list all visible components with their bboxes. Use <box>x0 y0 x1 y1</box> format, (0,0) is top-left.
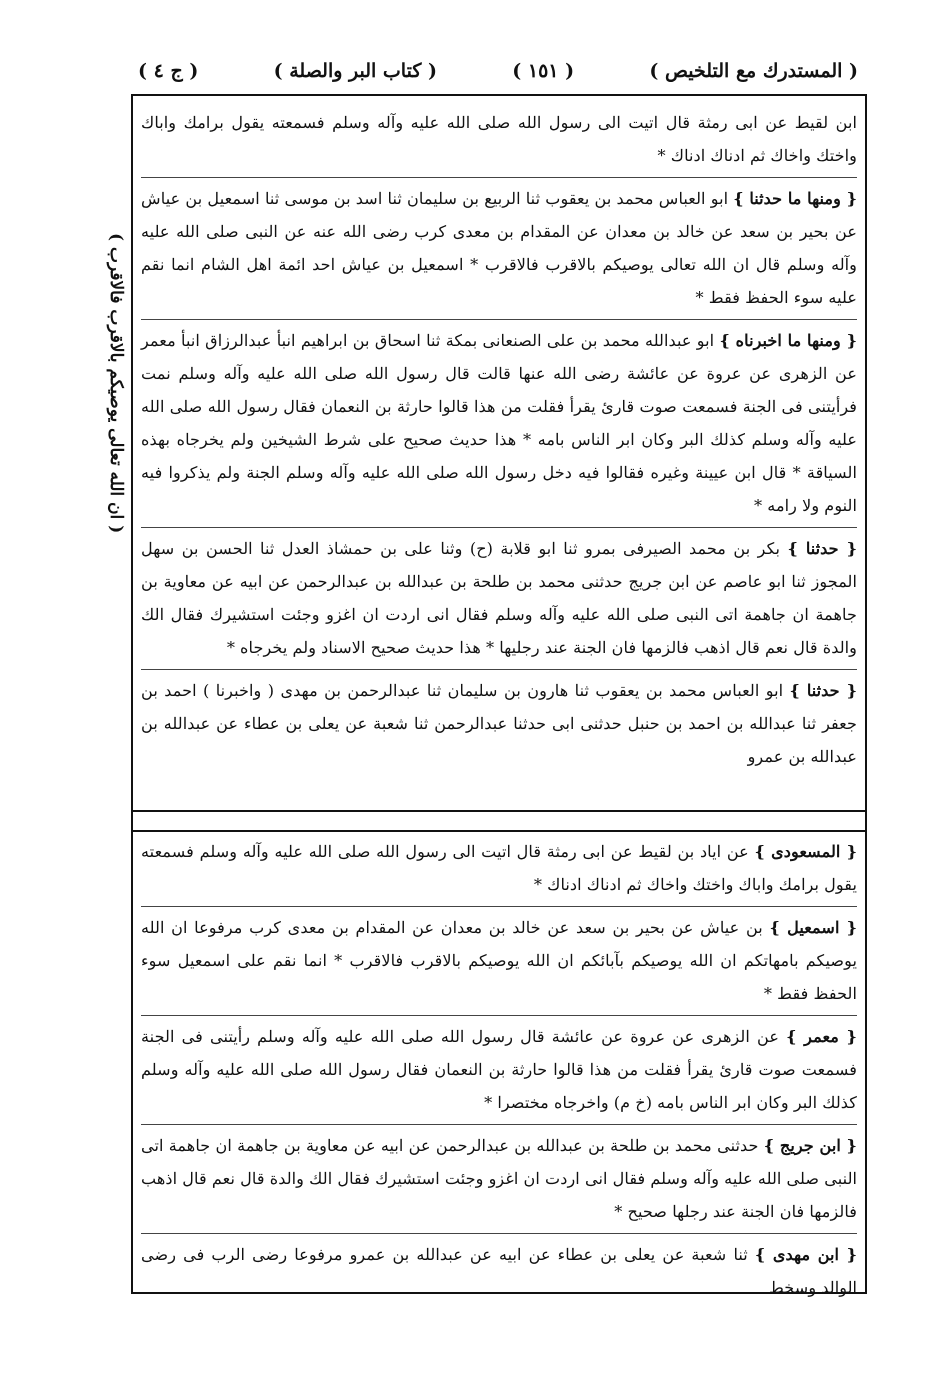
paragraph-lead: { ومنها ما اخبرناه } <box>719 331 857 350</box>
paragraph-body: حدثنى محمد بن طلحة بن عبدالله بن عبدالرحمن عن ابيه عن معاوية بن جاهمة ان جاهمة اتى النبى صلى الله عليه وآله وسلم فقال انى اردت ان اغزو وجئت استشيرك فقال الك والدة قال نعم قال اذهب فالزمها فان الجنة عند رجلها صحيح * <box>141 1136 857 1221</box>
main-paragraph-3 <box>141 320 857 528</box>
paragraph-lead: { ومنها ما حدثنا } <box>733 189 857 208</box>
paragraph-body: ابو عبدالله محمد بن على الصنعانى بمكة ثنا اسحاق بن ابراهيم انبأ عبدالرزاق انبأ معمر عن الزهرى عن عروة عن عائشة رضى الله عنها قالت قال رسول الله صلى الله عليه وآله وسلم نمت فرأيتنى فى الجنة فسمعت صوت قارئ يقرأ فقلت من هذا قالوا حارثة بن النعمان فقال رسول الله صلى الله عليه وآله وسلم كذلك البر وكان ابر الناس بامه * هذا حديث صحيح على شرط الشيخين ولم يخرجاه بهذه السياقة * قال ابن عيينة وغيره فقالوا فيه دخل رسول الله صلى الله عليه وآله وسلم الجنة ولم يذكروا فيه النوم ولا رامه * <box>141 331 857 515</box>
paragraph-lead: { حدثنا } <box>789 681 857 700</box>
paragraph-lead: { المسعودى } <box>754 842 857 861</box>
talkhis-notes <box>141 831 857 1309</box>
chapter-title: ( كتاب البر والصلة ) <box>273 60 437 82</box>
paragraph-body: بن عياش عن بحير بن سعد عن خالد بن معدان عن المقدام بن معدى كرب مرفوعا ان الله يوصيكم بامهاتكم ان الله يوصيكم بآبائكم ان الله يوصيكم بالاقرب فالاقرب * انما نقم على اسمعيل سوء الحفظ فقط * <box>141 918 857 1003</box>
note-paragraph-1 <box>141 831 857 907</box>
note-paragraph-4 <box>141 1125 857 1234</box>
main-paragraph-4 <box>141 528 857 670</box>
main-paragraph-2 <box>141 178 857 320</box>
paragraph-body: ثنا شعبة عن يعلى بن عطاء عن ابيه عن عبدالله بن عمرو مرفوعا رضى الرب فى رضى الوالد وسخط <box>141 1245 857 1297</box>
paragraph-body: ابو العباس محمد بن يعقوب ثنا الربيع بن سليمان ثنا اسد بن موسى ثنا اسمعيل بن عياش عن بحير بن سعد عن خالد بن معدان عن المقدام بن معدى كرب رضى الله عنه عن النبى صلى الله عليه وآله وسلم قال ان الله تعالى يوصيكم بالاقرب فالاقرب * اسمعيل بن عياش احد ائمة اهل الشام انما نقم عليه سوء الحفظ فقط * <box>141 189 857 307</box>
section-divider <box>133 810 865 812</box>
main-text <box>141 102 857 778</box>
paragraph-body: ابن لقيط عن ابى رمثة قال اتيت الى رسول الله صلى الله عليه وآله وسلم فسمعته يقول برامك واباك واختك واخاك ثم ادناك ادناك * <box>141 113 857 165</box>
paragraph-lead: { ابن جريج } <box>763 1136 857 1155</box>
margin-note: ( ان الله تعالى يوصيكم بالاقرب فالاقرب ) <box>106 232 126 534</box>
book-title: ( المستدرك مع التلخيص ) <box>649 60 858 82</box>
paragraph-body: عن الزهرى عن عروة عن عائشة قال رسول الله صلى الله عليه وآله وسلم رأيتنى فى الجنة فسمعت صوت قارئ يقرأ فقلت من هذا قالوا حارثة بن النعمان فقال رسول الله صلى الله عليه وآله وسلم كذلك البر وكان ابر الناس بامه (خ م) واخرجاه مختصرا * <box>141 1027 857 1112</box>
paragraph-lead: { ابن مهدى } <box>754 1245 857 1264</box>
main-paragraph-5 <box>141 670 857 778</box>
paragraph-lead: { حدثنا } <box>787 539 857 558</box>
page-frame <box>131 94 867 1297</box>
note-paragraph-2 <box>141 907 857 1016</box>
note-paragraph-5 <box>141 1234 857 1309</box>
paragraph-lead: { معمر } <box>786 1027 857 1046</box>
paragraph-body: ابو العباس محمد بن يعقوب ثنا هارون بن سليمان ثنا عبدالرحمن بن مهدى ( واخبرنا ) احمد بن جعفر ثنا عبدالله بن احمد بن حنبل حدثنى ابى حدثنا عبدالرحمن ثنا شعبة عن يعلى بن عطاء عن عبدالله بن عبدالله بن عمرو <box>141 681 857 766</box>
main-paragraph-1 <box>141 102 857 178</box>
page-number: ( ١٥١ ) <box>512 60 575 82</box>
paragraph-body: بكر بن محمد الصيرفى بمرو ثنا ابو قلابة (ح) وثنا على بن حمشاذ العدل ثنا الحسن بن سهل المجوز ثنا ابو عاصم عن ابن جريج حدثنى محمد بن طلحة بن عبدالله بن عبدالرحمن عن ابيه عن معاوية بن جاهمة ان جاهمة اتى النبى صلى الله عليه وآله وسلم فقال انى اردت ان اغزو وجئت استشيرك فقال الك والدة قال نعم قال اذهب فالزمها فان الجنة عند رجليها * هذا حديث صحيح الاسناد ولم يخرجاه * <box>141 539 857 657</box>
volume-number: ( ج ٤ ) <box>138 60 199 82</box>
paragraph-body: عن اياد بن لقيط عن ابى رمثة قال اتيت الى رسول الله صلى الله عليه وآله وسلم فسمعته يقول برامك واباك واختك واخاك ثم ادناك ادناك * <box>141 842 857 894</box>
note-paragraph-3 <box>141 1016 857 1125</box>
page-header <box>138 55 858 87</box>
paragraph-lead: { اسمعيل } <box>769 918 858 937</box>
